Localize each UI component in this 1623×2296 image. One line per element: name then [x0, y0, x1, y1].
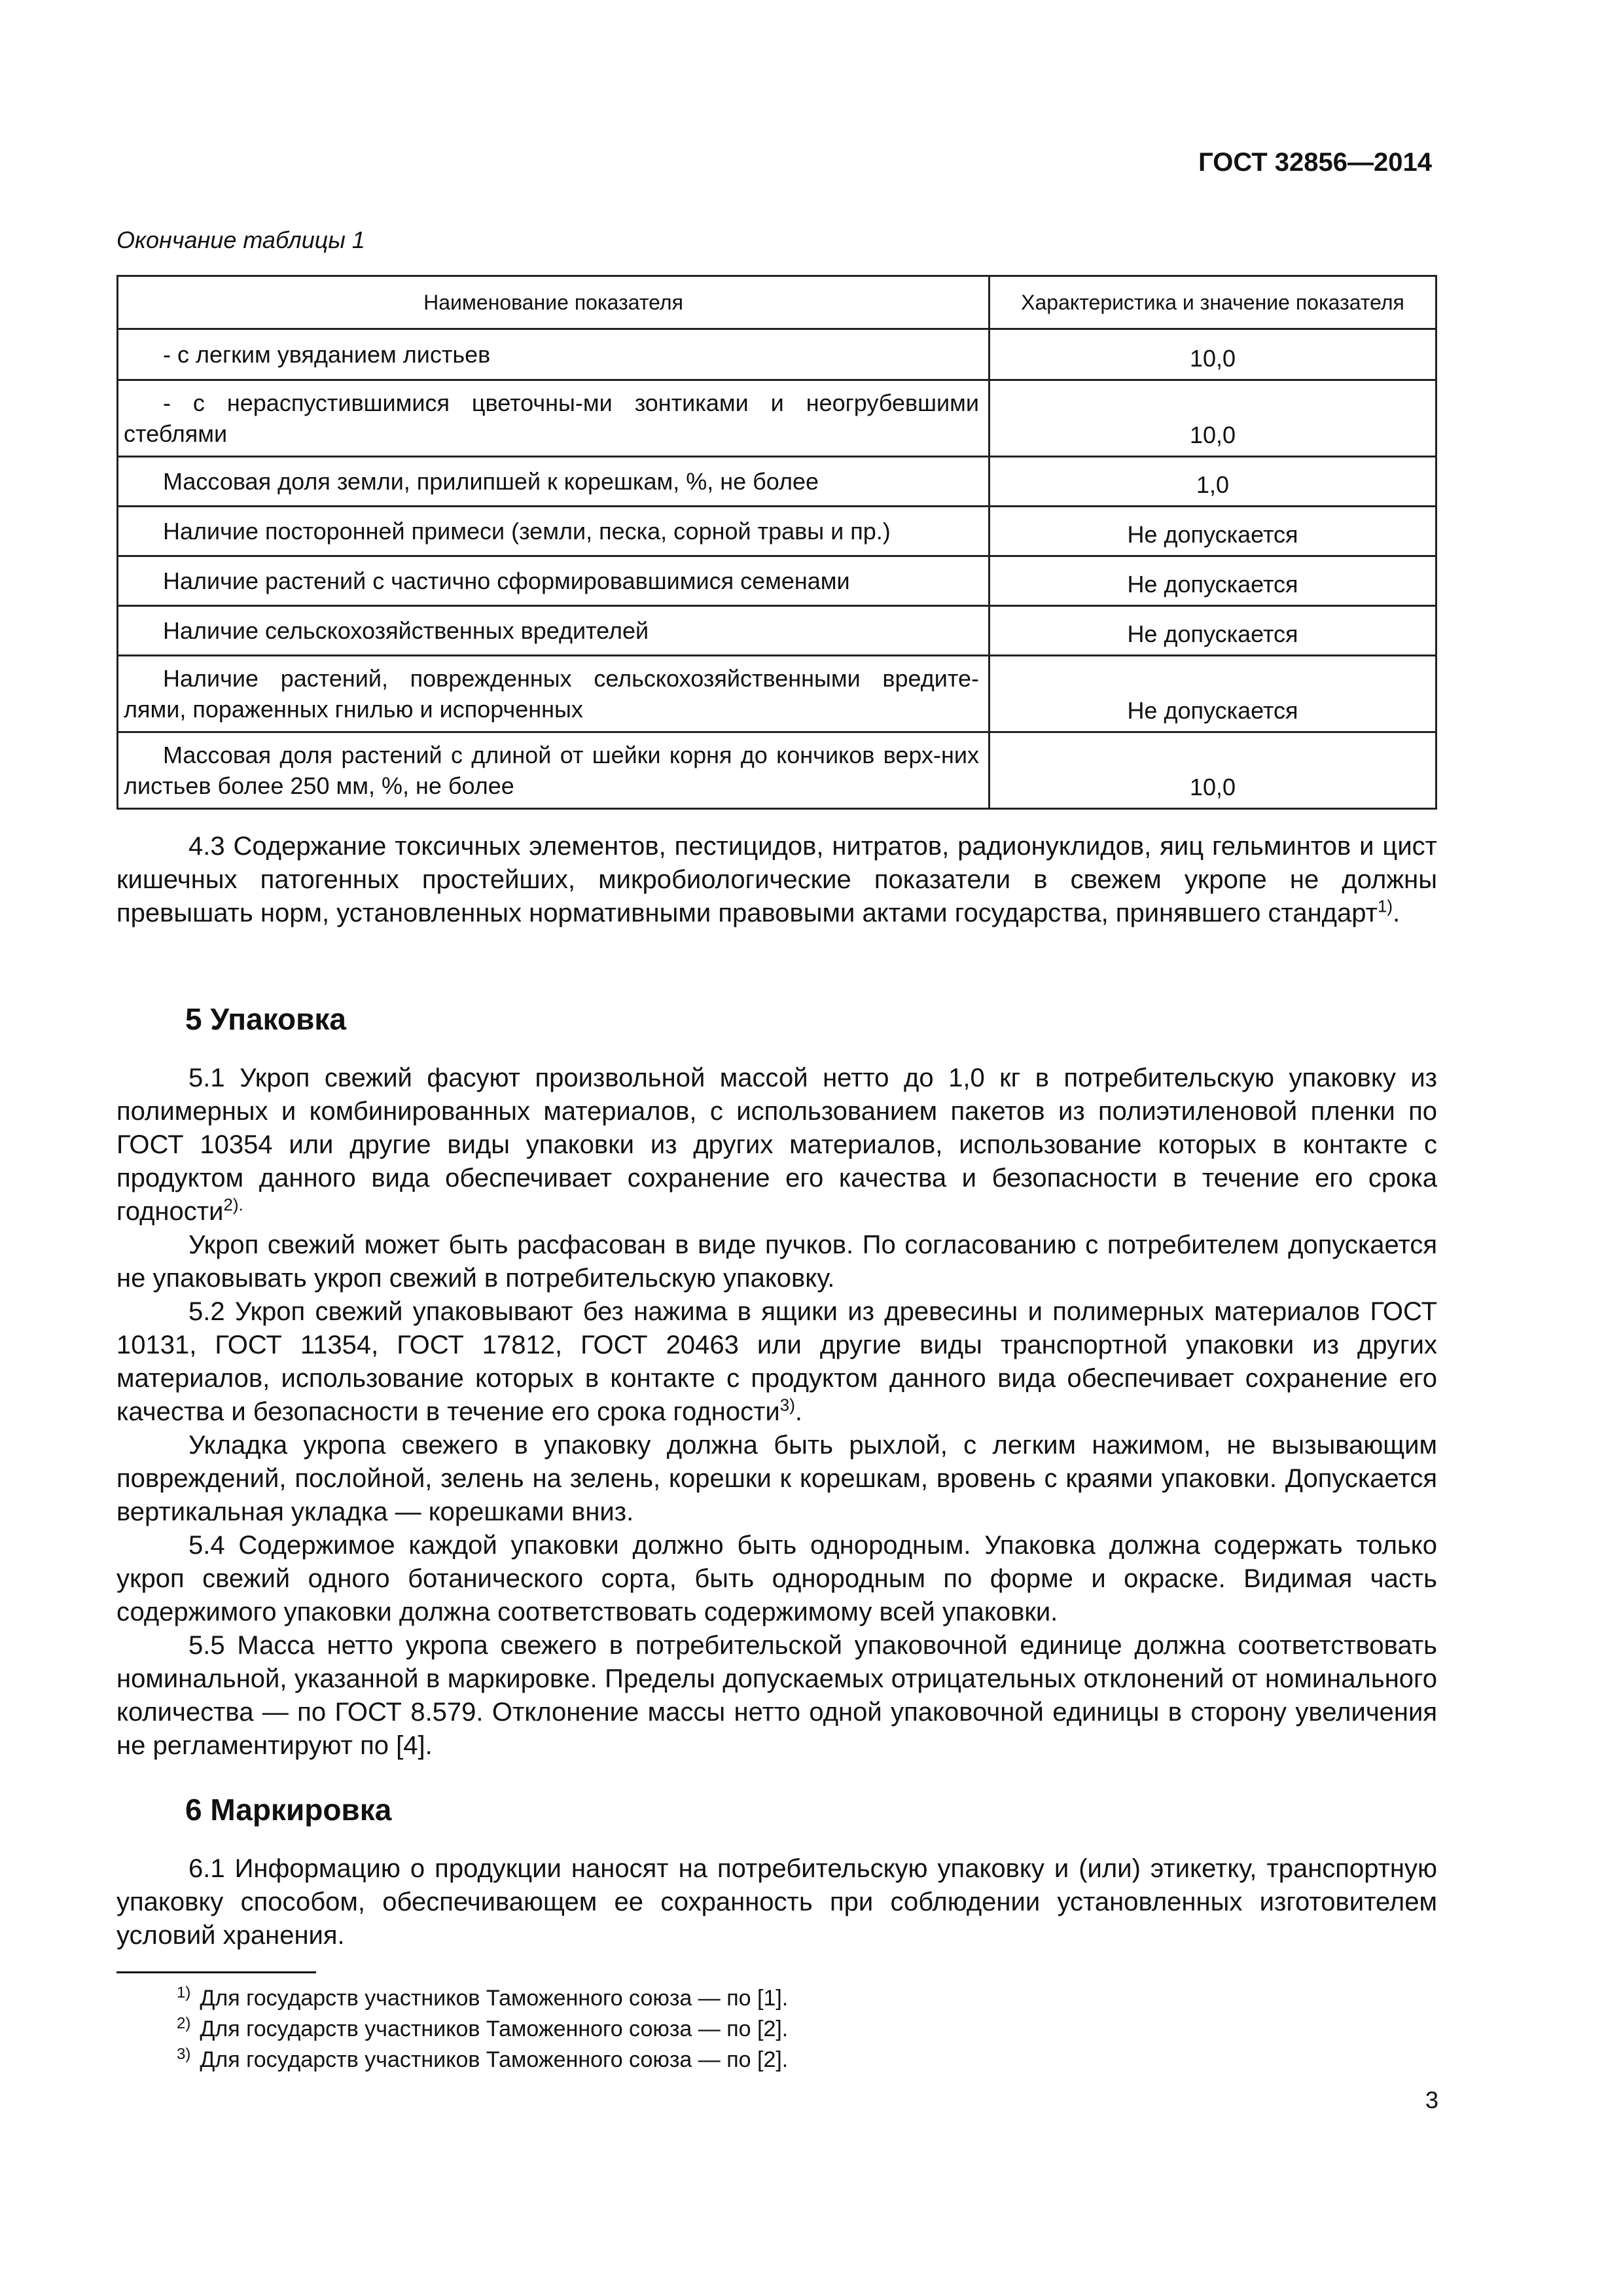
table-row — [118, 656, 1436, 732]
indicator-value: 10,0 — [990, 380, 1436, 457]
footnotes — [177, 1983, 788, 2075]
footnote: $^{2)}$ Для государств участников Таможенного союза — по [2]. — [177, 2014, 789, 2041]
footnote-ref: 2). — [223, 1194, 243, 1215]
indicator-value: Не допускается — [990, 507, 1436, 556]
section-5 — [116, 1003, 1437, 1036]
table-row — [118, 606, 1436, 656]
footnote: $^{1)}$ Для государств участников Таможенного союза — по [1]. — [177, 1983, 789, 2011]
footnote-mark: 1) — [177, 1983, 191, 2001]
footnote-mark: 3) — [177, 2045, 191, 2063]
indicator-value: Не допускается — [990, 556, 1436, 606]
section-4-3 — [116, 830, 1437, 930]
paragraph-4-3: 4.3 Содержание токсичных элементов, пестицидов, нитратов, радионуклидов, яиц гельминтов и цист кишечных патогенных простейших, микробиологические показатели в свежем укропе не должны превышать норм, установленных нормативными правовыми актами государства, принявшего стандарт$^{1)}$. — [116, 832, 1437, 927]
section-6 — [116, 1793, 1437, 1827]
section-5-text — [116, 1062, 1437, 1763]
paragraph-6-1: 6.1 Информацию о продукции наносят на потребительскую упаковку и (или) этикетку, транспортную упаковку способом, обеспечивающем ее сохранность при соблюдении установленных изготовителем условий хранения. — [116, 1854, 1437, 1950]
indicator-name: Наличие посторонней примеси (земли, песка, сорной травы и пр.) — [118, 507, 990, 556]
indicators-table — [116, 275, 1437, 810]
footnote-separator — [116, 1971, 316, 1973]
column-header: Наименование показателя — [118, 276, 990, 329]
document-code: ГОСТ 32856—2014 — [1198, 148, 1432, 177]
table-header-row — [118, 276, 1436, 329]
page-number: 3 — [1425, 2087, 1438, 2113]
indicator-value: Не допускается — [990, 656, 1436, 732]
indicator-name: Наличие растений, поврежденных сельскохозяйственными вредите-лями, пораженных гнилью и испорченных — [118, 656, 990, 732]
table-row — [118, 507, 1436, 556]
paragraph-5-1b: Укроп свежий может быть расфасован в виде пучков. По согласованию с потребителем допускается не упаковывать укроп свежий в потребительскую упаковку. — [116, 1230, 1437, 1293]
indicator-value: 10,0 — [990, 329, 1436, 380]
indicator-name: Массовая доля растений с длиной от шейки корня до кончиков верх-них листьев более 250 мм, %, не более — [118, 732, 990, 809]
section-6-text — [116, 1852, 1437, 1952]
table-row — [118, 457, 1436, 507]
indicator-value: Не допускается — [990, 606, 1436, 656]
indicator-value: 1,0 — [990, 457, 1436, 507]
footnote: $^{3)}$ Для государств участников Таможенного союза — по [2]. — [177, 2045, 789, 2072]
indicator-name: - с нераспустившимися цветочны-ми зонтиками и неогрубевшими стеблями — [118, 380, 990, 457]
section-heading-packaging: 5 Упаковка — [185, 1002, 346, 1036]
paragraph-5-1: 5.1 Укроп свежий фасуют произвольной массой нетто до 1,0 кг в потребительскую упаковку из полимерных и комбинированных материалов, с использованием пакетов из полиэтиленовой пленки по ГОСТ 10354 или другие виды упаковки из других материалов, использование которых в контакте с продуктом данного вида обеспечивает сохранение его качества и безопасности в течение его срока годности$^{2).}$ — [116, 1064, 1437, 1226]
indicator-value: 10,0 — [990, 732, 1436, 809]
paragraph-5-5: 5.5 Масса нетто укропа свежего в потребительской упаковочной единице должна соответствовать номинальной, указанной в маркировке. Пределы допускаемых отрицательных отклонений от номинального количества — по ГОСТ 8.579. Отклонение массы нетто одной упаковочной единицы в сторону увеличения не регламентируют по [4]. — [116, 1631, 1437, 1760]
paragraph-5-4: 5.4 Содержимое каждой упаковки должно быть однородным. Упаковка должна содержать только укроп свежий одного ботанического сорта, быть однородным по форме и окраске. Видимая часть содержимого упаковки должна соответствовать содержимому всей упаковки. — [116, 1531, 1437, 1626]
indicator-name: Наличие растений с частично сформировавшимися семенами — [118, 556, 990, 606]
indicator-name: - с легким увяданием листьев — [118, 329, 990, 380]
footnote-ref: 1) — [1377, 896, 1393, 916]
table-row — [118, 732, 1436, 809]
indicator-name: Массовая доля земли, прилипшей к корешкам, %, не более — [118, 457, 990, 507]
footnote-ref: 3) — [779, 1395, 795, 1415]
table-caption: Окончание таблицы 1 — [116, 226, 365, 253]
footnote-mark: 2) — [177, 2014, 191, 2032]
section-heading-marking: 6 Маркировка — [185, 1793, 392, 1827]
table-row — [118, 380, 1436, 457]
table-row — [118, 556, 1436, 606]
table-row — [118, 329, 1436, 380]
paragraph-5-2b: Укладка укропа свежего в упаковку должна быть рыхлой, с легким нажимом, не вызывающим повреждений, послойной, зелень на зелень, корешки к корешкам, вровень с краями упаковки. Допускается вертикальная укладка — корешками вниз. — [116, 1431, 1437, 1526]
column-header: Характеристика и значение показателя — [990, 276, 1436, 329]
paragraph-5-2: 5.2 Укроп свежий упаковывают без нажима в ящики из древесины и полимерных материалов ГОСТ 10131, ГОСТ 11354, ГОСТ 17812, ГОСТ 20463 или другие виды транспортной упаковки из других материалов, использование которых в контакте с продуктом данного вида обеспечивает сохранение его качества и безопасности в течение его срока годности$^{3)}$. — [116, 1297, 1437, 1426]
indicator-name: Наличие сельскохозяйственных вредителей — [118, 606, 990, 656]
